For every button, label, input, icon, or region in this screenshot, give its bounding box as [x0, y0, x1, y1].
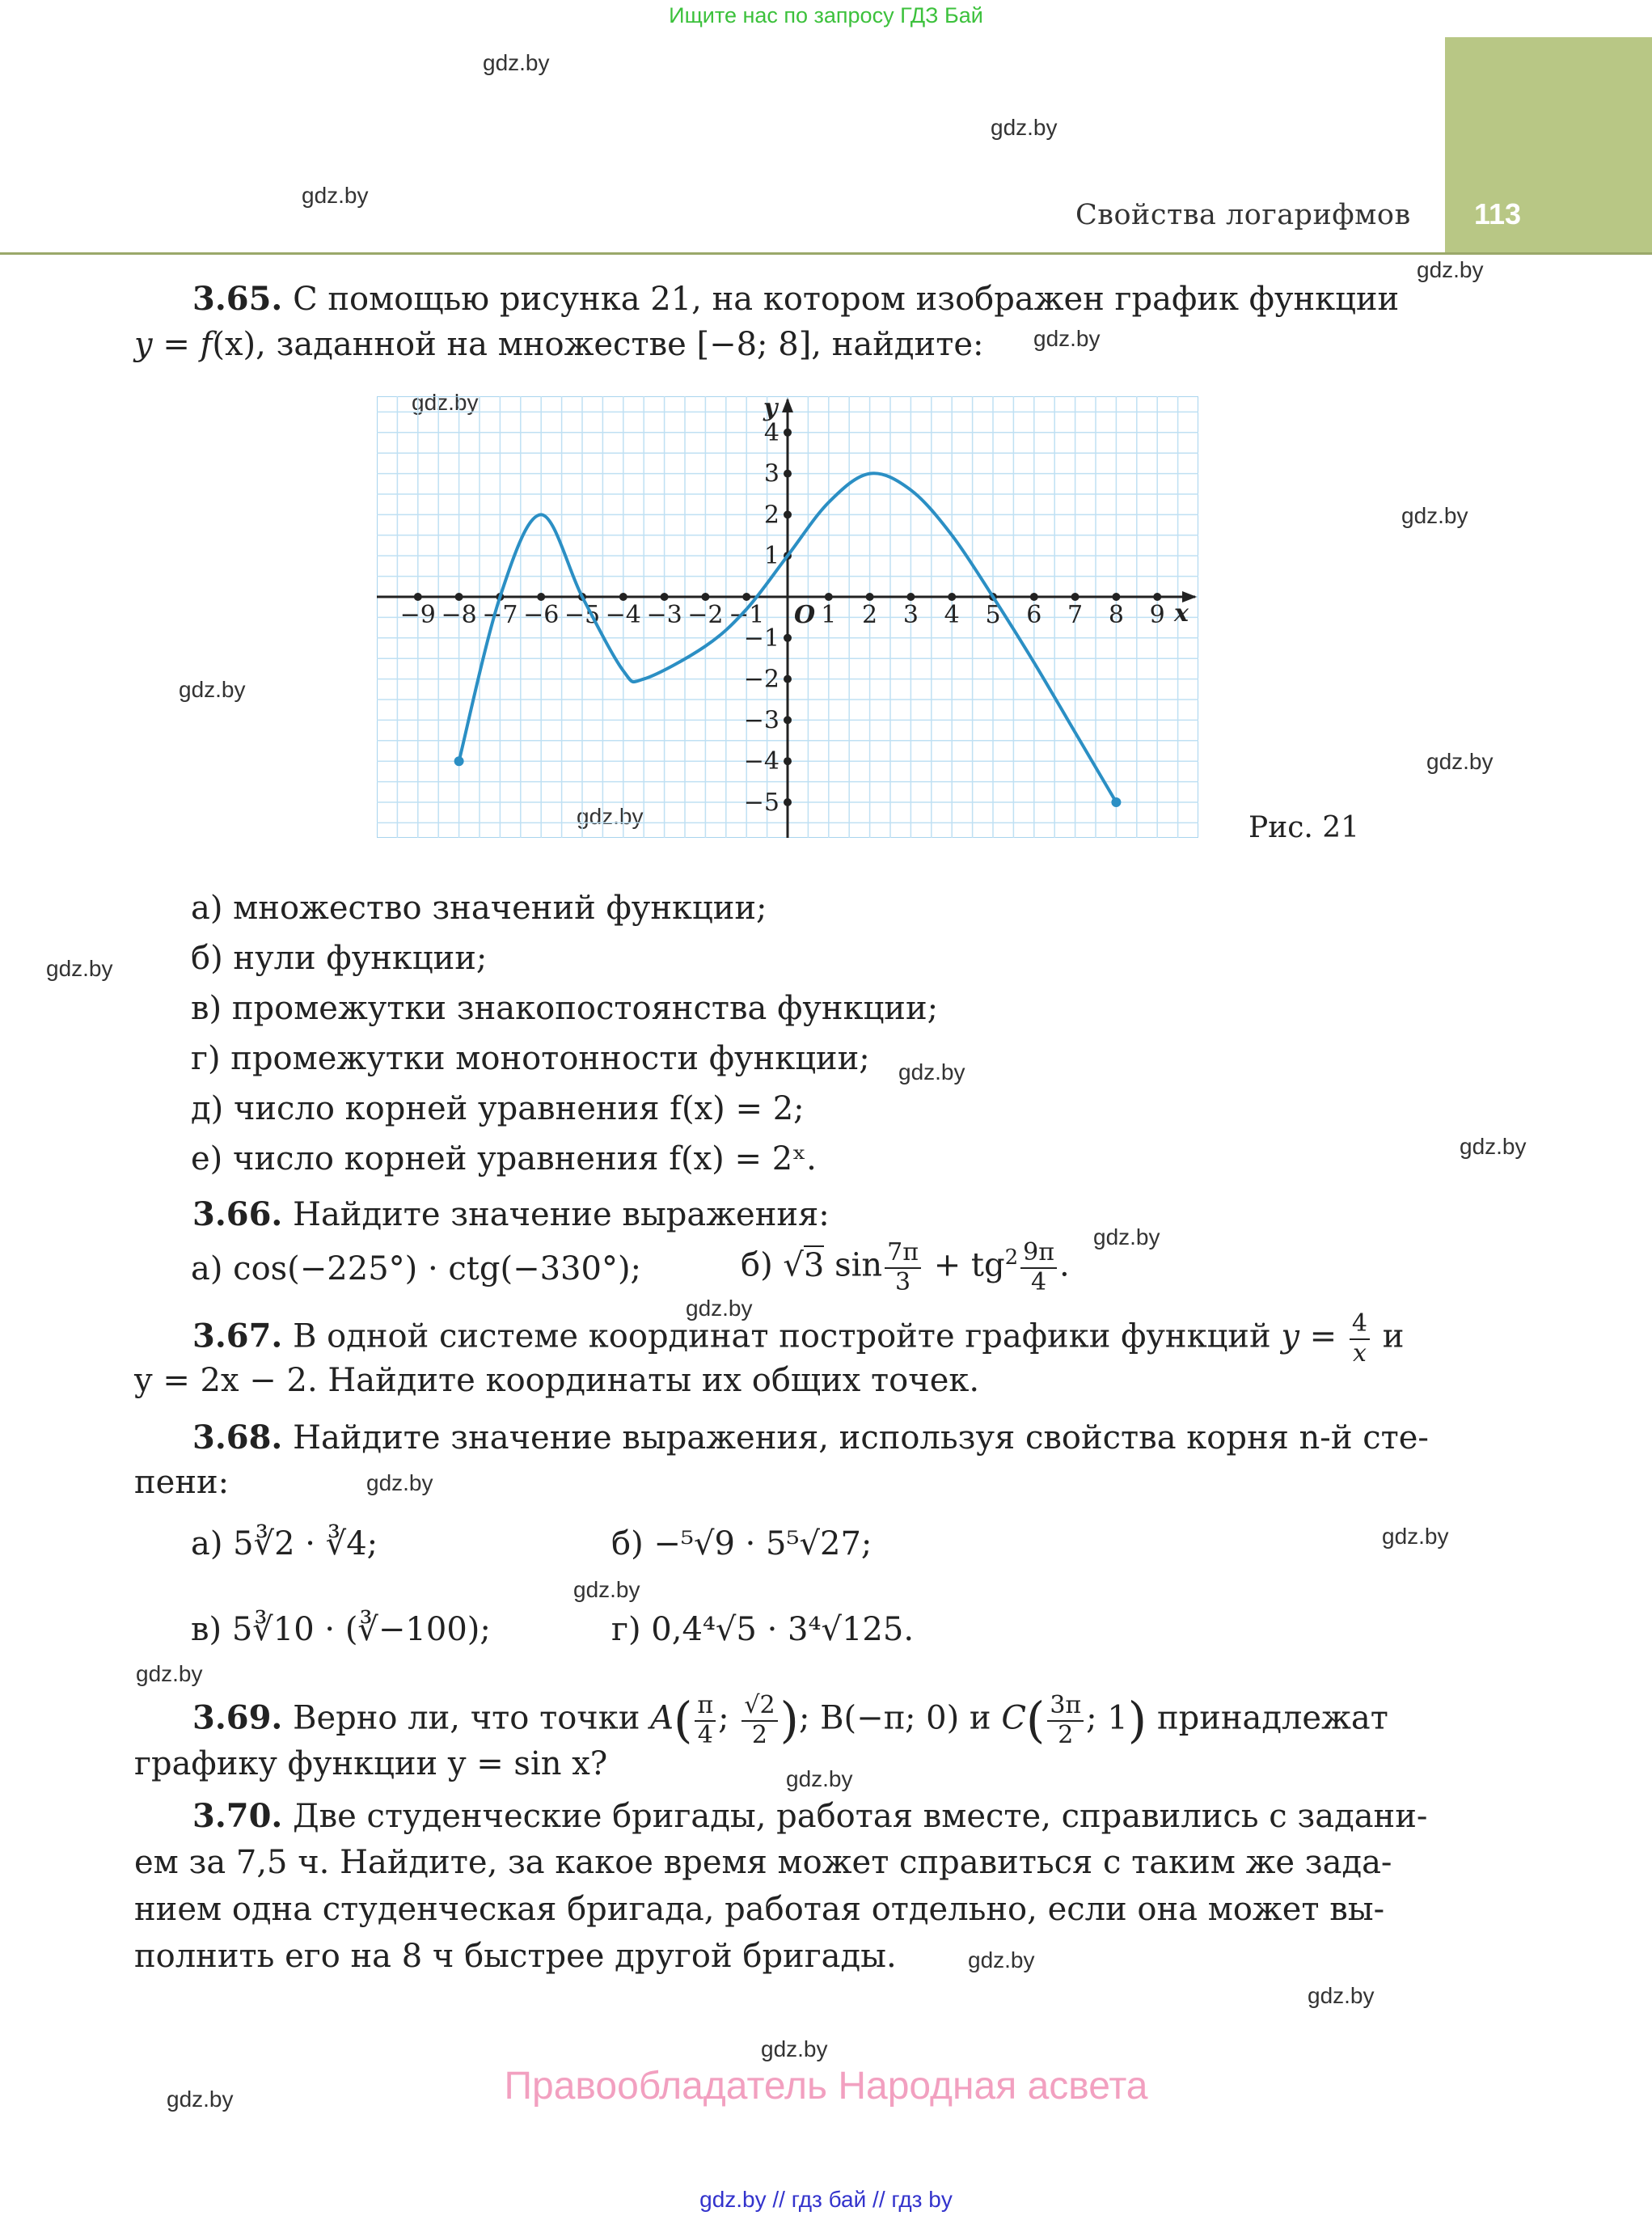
y-tick-dot: [784, 634, 792, 642]
x-tick-label: 7: [1067, 601, 1084, 629]
problem-3-68-a: а) 5∛2 · ∛4;: [191, 1525, 378, 1562]
var-y: y: [134, 326, 153, 363]
x-tick-label: 2: [862, 601, 878, 629]
watermark: gdz.by: [136, 1661, 203, 1686]
numerator: 3π: [1047, 1692, 1084, 1722]
denominator: 2: [751, 1720, 767, 1749]
item-v: в) промежутки знакопостоянства функции;: [191, 990, 939, 1027]
watermark: gdz.by: [1093, 1224, 1160, 1249]
y-tick-label: −2: [743, 665, 780, 694]
problem-number: 3.67.: [192, 1317, 283, 1355]
denominator: 4: [697, 1720, 713, 1749]
x-tick-label: −5: [564, 601, 601, 629]
problem-3-70-line3: нием одна студенческая бригада, работая отдельно, если она может вы-: [134, 1891, 1385, 1928]
y-tick-label: −3: [743, 706, 780, 735]
watermark: gdz.by: [1382, 1524, 1449, 1549]
watermark: gdz.by: [991, 115, 1058, 140]
watermark: gdz.by: [167, 2087, 234, 2112]
y-tick-label: −1: [743, 624, 780, 653]
watermark: gdz.by: [573, 1577, 640, 1602]
y-tick-label: −4: [743, 747, 780, 776]
y-tick-dot: [784, 757, 792, 765]
watermark: gdz.by: [761, 2036, 828, 2061]
watermark: gdz.by: [577, 804, 644, 829]
numerator: 4: [1350, 1310, 1370, 1340]
copyright-notice: Правообладатель Народная асвета: [504, 2065, 1148, 2108]
problem-number: 3.65.: [192, 280, 283, 318]
x-tick-label: 6: [1026, 601, 1042, 629]
text: , заданной на множестве [−8; 8], найдите:: [256, 326, 984, 363]
problem-3-68-b: б) −⁵√9 · 5⁵√27;: [611, 1525, 872, 1562]
fraction: [1350, 1310, 1370, 1368]
problem-3-67-line2: y = 2x − 2. Найдите координаты их общих точек.: [134, 1362, 980, 1399]
sqrt-sign: √: [783, 1246, 804, 1284]
exponent: 2: [1004, 1245, 1019, 1271]
problem-3-69-line1: [192, 1692, 1388, 1749]
problem-number: 3.70.: [192, 1797, 283, 1835]
x-tick-label: 1: [821, 601, 837, 629]
fraction: [741, 1692, 777, 1749]
item-e: е) число корней уравнения f(x) = 2ˣ.: [191, 1140, 817, 1178]
watermark: gdz.by: [302, 183, 369, 208]
fraction: [1047, 1692, 1084, 1749]
numerator: 9π: [1020, 1239, 1057, 1269]
text: (x): [212, 326, 256, 363]
problem-3-65-line2: [134, 326, 983, 363]
text: .: [1058, 1246, 1070, 1284]
x-tick-label: −7: [482, 601, 518, 629]
watermark: gdz.by: [366, 1470, 433, 1495]
x-tick-label: 8: [1108, 601, 1124, 629]
y-tick-label: 4: [763, 418, 780, 447]
text: Найдите значение выражения, используя свойства корня n-й сте-: [282, 1419, 1429, 1457]
curve-start-point: [454, 756, 464, 766]
watermark: gdz.by: [968, 1947, 1035, 1972]
watermark: gdz.by: [1308, 1983, 1375, 2008]
x-tick-dot: [1153, 593, 1161, 601]
denominator: 2: [1058, 1720, 1074, 1749]
text: ;: [718, 1699, 740, 1737]
footer-links[interactable]: gdz.by // гдз бай // гдз by: [699, 2187, 953, 2212]
x-tick-dot: [825, 593, 833, 601]
x-tick-label: −8: [441, 601, 477, 629]
y-tick-dot: [784, 470, 792, 478]
text: + tg: [923, 1246, 1005, 1284]
x-axis-label: x: [1174, 599, 1189, 628]
x-tick-dot: [661, 593, 669, 601]
paren: (: [1025, 1692, 1046, 1749]
x-tick-dot: [414, 593, 422, 601]
problem-3-70-line1: [192, 1797, 1427, 1835]
x-tick-label: 9: [1149, 601, 1165, 629]
paren: (: [674, 1692, 693, 1749]
fraction: [885, 1239, 921, 1296]
origin-label: O: [794, 601, 816, 629]
running-header-title: Свойства логарифмов: [1075, 199, 1411, 231]
x-tick-label: 3: [902, 601, 919, 629]
item-b: б) нули функции;: [191, 940, 488, 977]
y-axis-arrow: [782, 398, 793, 412]
watermark: gdz.by: [1417, 257, 1484, 282]
denominator: 3: [895, 1267, 911, 1296]
header-rule: [0, 252, 1652, 255]
paren: ): [1127, 1692, 1147, 1749]
function-graph-figure-21: [377, 396, 1198, 838]
problem-3-70-line4: полнить его на 8 ч быстрее другой бригады.: [134, 1938, 897, 1975]
x-tick-dot: [948, 593, 956, 601]
watermark: gdz.by: [686, 1296, 753, 1321]
y-axis-label: y: [763, 396, 778, 422]
radicand: 3: [803, 1246, 825, 1284]
text: принадлежат: [1156, 1699, 1388, 1737]
y-tick-dot: [784, 510, 792, 518]
problem-number: 3.68.: [192, 1419, 283, 1457]
watermark: gdz.by: [412, 390, 479, 415]
fraction: [695, 1692, 716, 1749]
watermark: gdz.by: [898, 1059, 965, 1085]
text: б): [741, 1246, 784, 1284]
x-tick-label: 4: [944, 601, 960, 629]
numerator: 7π: [885, 1239, 921, 1269]
var-f: f: [200, 326, 213, 363]
text: =: [152, 326, 201, 363]
text: Верно ли, что точки: [282, 1699, 640, 1737]
problem-3-66: [192, 1195, 830, 1233]
text: и: [1382, 1317, 1405, 1355]
x-tick-label: −1: [729, 601, 765, 629]
problem-number: 3.69.: [192, 1698, 283, 1737]
x-tick-dot: [742, 593, 750, 601]
x-tick-dot: [619, 593, 627, 601]
text: ; B(−π; 0) и: [798, 1699, 991, 1737]
watermark: gdz.by: [786, 1766, 853, 1791]
x-tick-dot: [906, 593, 915, 601]
problem-3-68-d: г) 0,4⁴√5 · 3⁴√125.: [611, 1611, 915, 1648]
text: sin: [834, 1246, 883, 1284]
x-tick-label: −4: [605, 601, 641, 629]
x-tick-dot: [1030, 593, 1038, 601]
numerator: √2: [741, 1692, 777, 1722]
x-tick-label: 5: [985, 601, 1001, 629]
x-tick-dot: [455, 593, 463, 601]
y-tick-label: −5: [743, 789, 780, 817]
watermark: gdz.by: [1401, 503, 1468, 528]
x-tick-dot: [537, 593, 545, 601]
page-number: 113: [1473, 197, 1522, 230]
watermark: gdz.by: [1460, 1134, 1527, 1159]
x-tick-dot: [701, 593, 709, 601]
text: Две студенческие бригады, работая вместе, справились с задани-: [282, 1798, 1428, 1835]
watermark: gdz.by: [1033, 326, 1101, 351]
problem-3-66-b: [741, 1239, 1070, 1296]
text: В одной системе координат постройте графики функций: [282, 1317, 1271, 1355]
top-search-link[interactable]: Ищите нас по запросу ГДЗ Бай: [669, 3, 983, 27]
problem-3-67-line1: [192, 1310, 1404, 1368]
problem-3-65-line1: [192, 280, 1399, 318]
text: ; 1: [1086, 1699, 1128, 1737]
watermark: gdz.by: [46, 956, 113, 981]
y-tick-label: 1: [763, 542, 780, 571]
paren: ): [780, 1692, 799, 1749]
x-tick-label: −2: [687, 601, 724, 629]
watermark: gdz.by: [179, 677, 246, 702]
text: С помощью рисунка 21, на котором изображен график функции: [282, 281, 1400, 318]
numerator: π: [695, 1692, 716, 1722]
text: Найдите значение выражения:: [282, 1196, 830, 1233]
y-tick-dot: [784, 798, 792, 806]
item-d: д) число корней уравнения f(x) = 2;: [191, 1090, 805, 1127]
curve-end-point: [1111, 797, 1121, 807]
problem-3-69-line2: графику функции y = sin x?: [134, 1745, 608, 1782]
problem-number: 3.66.: [192, 1195, 283, 1233]
point-a: A: [650, 1699, 674, 1737]
text: =: [1299, 1317, 1347, 1355]
y-tick-dot: [784, 675, 792, 683]
problem-3-70-line2: ем за 7,5 ч. Найдите, за какое время может справиться с таким же зада-: [134, 1844, 1392, 1881]
watermark: gdz.by: [1426, 749, 1494, 774]
x-tick-dot: [1112, 593, 1120, 601]
fraction: [1020, 1239, 1057, 1296]
watermark: gdz.by: [483, 50, 550, 75]
item-a: а) множество значений функции;: [191, 890, 767, 927]
x-tick-dot: [866, 593, 874, 601]
x-tick-label: −9: [399, 601, 436, 629]
problem-3-68-line1: [192, 1419, 1429, 1457]
x-tick-label: −3: [646, 601, 682, 629]
problem-3-68-c: в) 5∛10 · (∛−100);: [191, 1611, 491, 1648]
problem-3-68-line2: пени:: [134, 1464, 230, 1501]
y-tick-label: 3: [763, 459, 780, 488]
denominator: 4: [1031, 1267, 1047, 1296]
item-g: г) промежутки монотонности функции;: [191, 1040, 870, 1077]
y-tick-label: 2: [763, 501, 780, 530]
problem-3-66-a: а) cos(−225°) · ctg(−330°);: [191, 1250, 642, 1287]
x-tick-dot: [1071, 593, 1080, 601]
y-tick-dot: [784, 716, 792, 724]
denominator: x: [1352, 1338, 1367, 1368]
y-tick-dot: [784, 429, 792, 437]
point-c: C: [1001, 1699, 1026, 1737]
x-tick-label: −6: [523, 601, 560, 629]
figure-caption: Рис. 21: [1249, 811, 1360, 844]
var-y: y: [1281, 1317, 1299, 1355]
